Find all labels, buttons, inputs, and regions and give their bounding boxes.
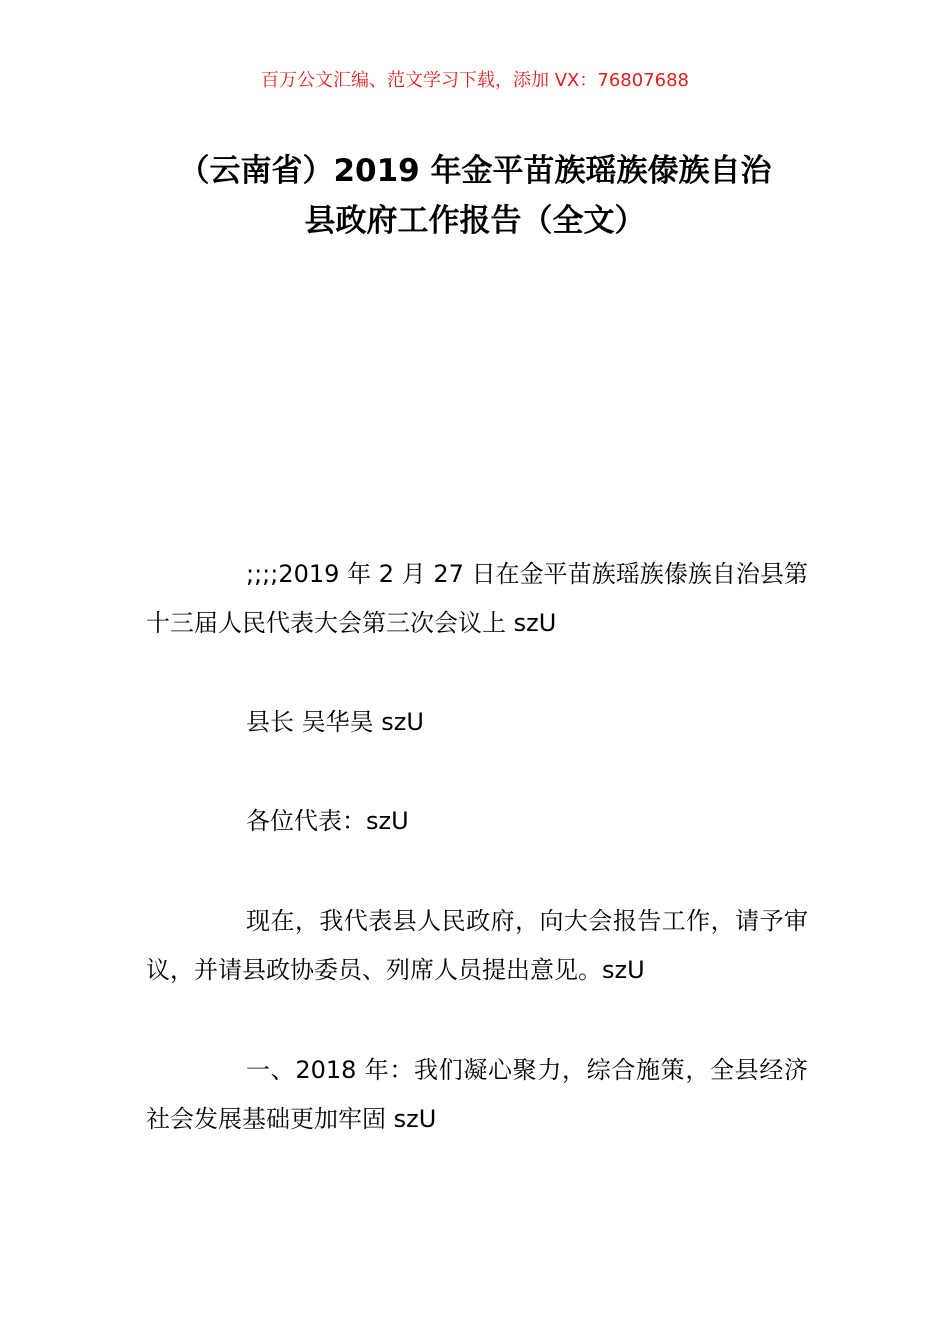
paragraph-section-heading xyxy=(146,1046,808,1144)
title-line-1: （云南省）2019 年金平苗族瑶族傣族自治 xyxy=(178,153,772,189)
header-note: 百万公文汇编、范文学习下载，添加 VX：76807688 xyxy=(261,70,689,91)
paragraph-speaker xyxy=(146,698,808,747)
title-line-2: 县政府工作报告（全文） xyxy=(304,203,646,239)
paragraph-text: 现在，我代表县人民政府，向大会报告工作，请予审议，并请县政协委员、列席人员提出意见。szU xyxy=(146,907,808,984)
paragraph-greeting xyxy=(146,797,808,846)
paragraph-text: ;;;;2019 年 2 月 27 日在金平苗族瑶族傣族自治县第十三届人民代表大会第三次会议上 szU xyxy=(146,560,808,637)
paragraph-text: 县长 吴华昊 szU xyxy=(246,708,424,736)
document-title xyxy=(120,146,830,246)
paragraph-text: 一、2018 年：我们凝心聚力，综合施策，全县经济社会发展基础更加牢固 szU xyxy=(146,1056,808,1133)
paragraph-session-info xyxy=(146,550,808,648)
paragraph-intro xyxy=(146,897,808,995)
paragraph-text: 各位代表：szU xyxy=(246,807,409,835)
